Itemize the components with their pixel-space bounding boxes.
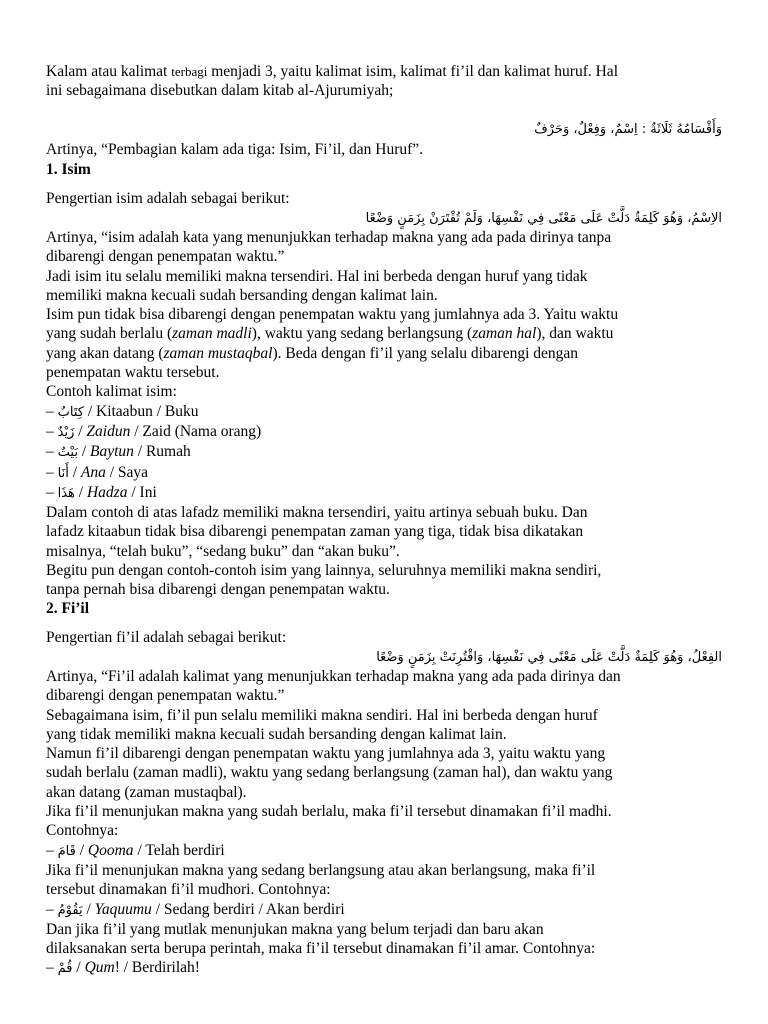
arabic-word: أَنَا (57, 465, 69, 481)
arabic-word: هَذَا (57, 485, 75, 501)
intro-text: menjadi 3, yaitu kalimat isim, kalimat fi’il dan kalimat huruf. Hal (207, 63, 618, 80)
isim-arabic-definition: الاِسْمُ، وَهُوَ كَلِمَةٌ دَلَّتْ عَلَى مَعْنًى فِي نَفْسِهَا، وَلَمْ تُقْتَرَنْ بِزَمَنٍ وَضْعًا (365, 211, 722, 226)
examples-title: Contoh kalimat isim: (46, 383, 177, 401)
text-line: Artinya, “isim adalah kata yang menunjukkan terhadap makna yang ada pada dirinya tanpa (46, 229, 612, 246)
text-line: tersebut dinamakan fi’il mudhori. Contohnya: (46, 881, 331, 899)
example-item (46, 483, 726, 503)
arabic-word: يَقُوْمُ (57, 902, 83, 918)
text-line: akan datang (zaman mustaqbal). (46, 783, 247, 801)
separator: / (105, 463, 118, 481)
fiil-heading: 2. Fi’il (46, 600, 90, 617)
example-item (46, 402, 726, 422)
dash: – (46, 463, 58, 481)
example-item (46, 900, 726, 920)
separator: / (127, 483, 140, 501)
isim-intro: Pengertian isim adalah sebagai berikut: (46, 190, 290, 207)
arabic-division: وَأَقْسَامُهُ ثَلَاثَةٌ : اِسْمٌ، وَفِعْلٌ، وَحَرْفٌ (534, 122, 722, 137)
text-line: Namun fi’il dibarengi dengan penempatan waktu yang jumlahnya ada 3, yaitu waktu yang (46, 745, 606, 763)
separator: / (152, 402, 165, 420)
text-line: Sebagaimana isim, fi’il pun selalu memiliki makna sendiri. Hal ini berbeda dengan huruf (46, 706, 598, 724)
dash: – (46, 841, 58, 859)
example-item (46, 841, 726, 861)
meaning: Zaid (Nama orang) (142, 422, 262, 440)
division-meaning: Artinya, “Pembagian kalam ada tiga: Isim, Fi’il, dan Huruf”. (46, 141, 424, 158)
text-line: dibarengi dengan penempatan waktu.” (46, 248, 285, 266)
transliteration: Qooma (87, 841, 134, 859)
meaning: Sedang berdiri / Akan berdiri (163, 900, 345, 918)
text-line: tanpa pernah bisa dibarengi dengan penempatan waktu. (46, 581, 390, 599)
transliteration: Kitaabun (96, 402, 153, 420)
separator: / (72, 959, 85, 977)
text-run: ). Beda dengan fi’il yang selalu dibarengi dengan (272, 344, 579, 362)
isim-explanation (46, 228, 726, 600)
meaning: Telah berdiri (145, 841, 225, 859)
text-run: yang sudah berlalu ( (46, 325, 173, 343)
example-item (46, 422, 726, 442)
fiil-explanation (46, 667, 726, 979)
transliteration: Qum (84, 959, 115, 977)
intro-paragraph (46, 62, 726, 101)
italic-term: zaman hal (472, 325, 537, 343)
isim-heading: 1. Isim (46, 161, 91, 178)
separator: / (83, 402, 96, 420)
arabic-word: قُمْ (57, 961, 73, 977)
text-run: ), waktu yang sedang berlangsung ( (251, 325, 473, 343)
separator: / (68, 463, 81, 481)
text-line: penempatan waktu tersebut. (46, 364, 220, 382)
separator: / (74, 483, 87, 501)
arabic-word: قَامَ (57, 843, 76, 859)
text-line: Dalam contoh di atas lafadz memiliki makna tersendiri, yaitu artinya sebuah buku. Dan (46, 504, 588, 522)
transliteration: Hadza (86, 483, 128, 501)
separator: / (77, 443, 90, 461)
meaning: Saya (117, 463, 149, 481)
text-run: yang akan datang ( (46, 344, 164, 362)
separator: / (133, 443, 146, 461)
dash: – (46, 443, 58, 461)
dash: – (46, 959, 58, 977)
text-line: Jadi isim itu selalu memiliki makna tersendiri. Hal ini berbeda dengan huruf yang tidak (46, 267, 588, 285)
text-line: dibarengi dengan penempatan waktu.” (46, 687, 285, 705)
text-line: lafadz kitaabun tidak bisa dibarengi penempatan zaman yang tiga, tidak bisa dikatakan (46, 523, 584, 541)
separator: / (74, 422, 87, 440)
text-line: dilaksanakan serta berupa perintah, maka fi’il tersebut dinamakan fi’il amar. Contohnya: (46, 940, 596, 958)
dash: – (46, 483, 58, 501)
arabic-word: بَيْتٌ (57, 445, 78, 461)
text-line: memiliki makna kecuali sudah bersanding dengan kalimat lain. (46, 286, 438, 304)
dash: – (46, 422, 58, 440)
text-line: sudah berlalu (zaman madli), waktu yang sedang berlangsung (zaman hal), dan waktu yang (46, 764, 613, 782)
separator: / (133, 841, 146, 859)
intro-small-word: terbagi (171, 64, 208, 79)
separator: / (75, 841, 88, 859)
arabic-word: كِتَابٌ (57, 404, 84, 420)
transliteration: Zaidun (86, 422, 131, 440)
intro-line: ini sebagaimana disebutkan dalam kitab al-Ajurumiyah; (46, 82, 394, 100)
text-line (46, 324, 726, 343)
transliteration: Ana (80, 463, 106, 481)
text-run: ), dan waktu (536, 325, 614, 343)
separator: / (130, 422, 143, 440)
text-line: Jika fi’il menunjukan makna yang sudah berlalu, maka fi’il tersebut dinamakan fi’il madhi. (46, 803, 612, 821)
transliteration: Baytun (90, 443, 134, 461)
transliteration: Yaquumu (94, 900, 152, 918)
text-line: Contohnya: (46, 822, 119, 840)
example-item (46, 958, 726, 978)
separator: / (151, 900, 164, 918)
text-line: yang tidak memiliki makna kecuali sudah bersanding dengan kalimat lain. (46, 725, 507, 743)
meaning: Ini (139, 483, 157, 501)
dash: – (46, 402, 58, 420)
italic-term: zaman madli (172, 325, 252, 343)
separator: / (82, 900, 95, 918)
text-line: Dan jika fi’il yang mutlak menunjukan makna yang belum terjadi dan baru akan (46, 920, 544, 938)
fiil-arabic-definition: الفِعْلُ، وَهُوَ كَلِمَةٌ دَلَّتْ عَلَى مَعْنًى فِي نَفْسِهَا، وَاقْتُرِنَتْ بِزَمَنٍ وَضْعًا (376, 650, 722, 665)
text-line: Artinya, “Fi’il adalah kalimat yang menunjukkan terhadap makna yang ada pada dirinya dan (46, 668, 621, 685)
example-item (46, 463, 726, 483)
fiil-intro: Pengertian fi’il adalah sebagai berikut: (46, 629, 287, 646)
meaning: Berdirilah! (131, 959, 200, 977)
example-item (46, 442, 726, 462)
italic-term: zaman mustaqbal (163, 344, 273, 362)
meaning: Rumah (145, 443, 191, 461)
separator: ! / (114, 959, 132, 977)
meaning: Buku (164, 402, 199, 420)
dash: – (46, 900, 58, 918)
arabic-word: زَيْدٌ (57, 424, 75, 440)
text-line (46, 344, 726, 363)
text-line: Jika fi’il menunjukan makna yang sedang berlangsung atau akan berlangsung, maka fi’il (46, 861, 596, 879)
intro-text: Kalam atau kalimat (46, 63, 172, 80)
text-line: misalnya, “telah buku”, “sedang buku” dan “akan buku”. (46, 542, 400, 560)
intro-line (46, 62, 726, 81)
text-line: Begitu pun dengan contoh-contoh isim yang lainnya, seluruhnya memiliki makna sendiri, (46, 562, 602, 580)
text-line: Isim pun tidak bisa dibarengi dengan penempatan waktu yang jumlahnya ada 3. Yaitu waktu (46, 306, 619, 324)
